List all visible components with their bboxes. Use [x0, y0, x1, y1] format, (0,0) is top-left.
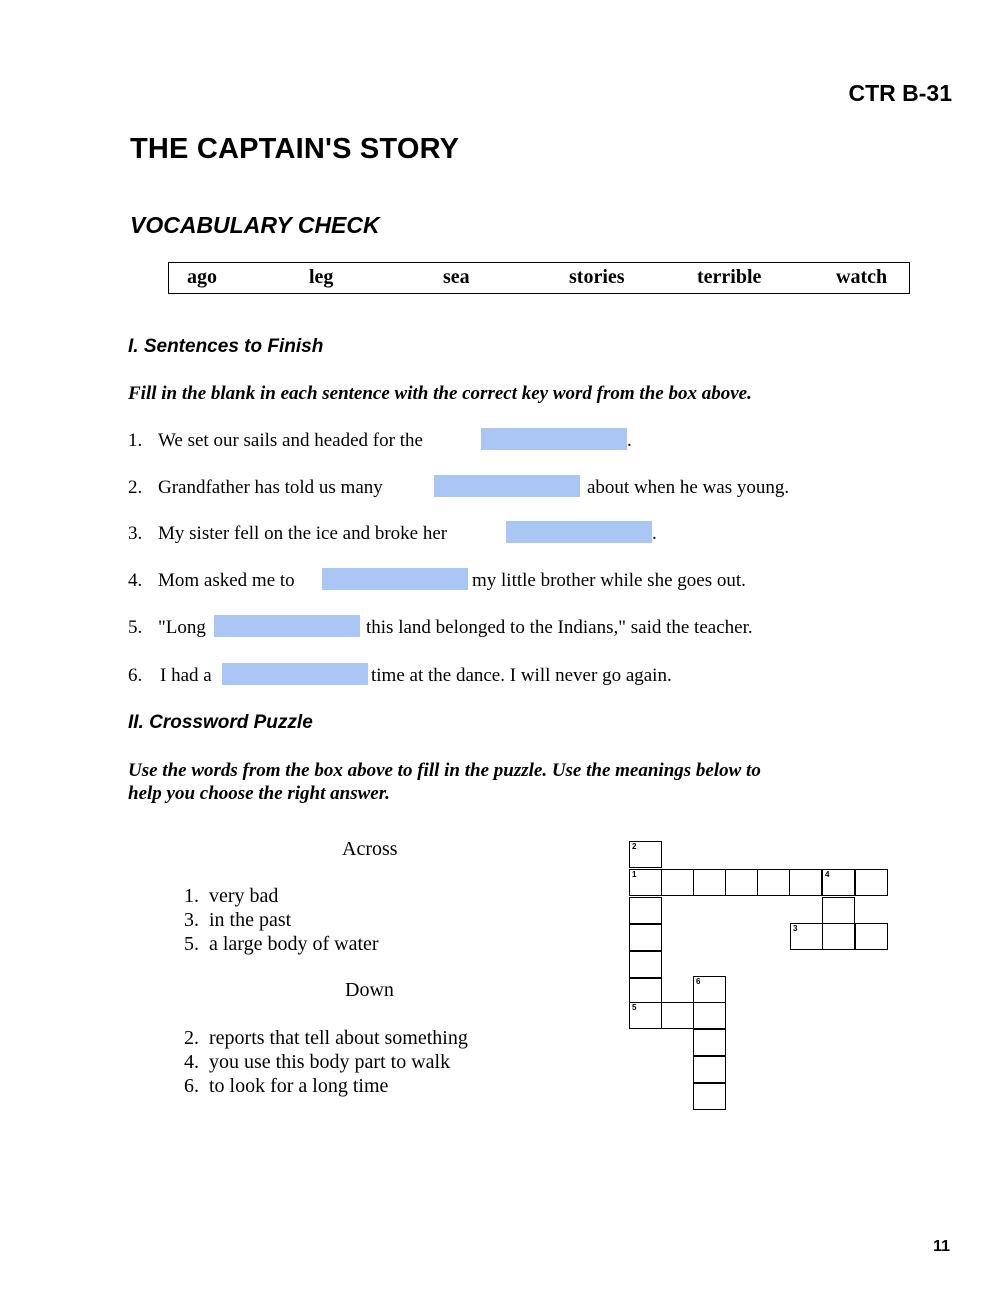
puzzle-cell[interactable]: 6 [693, 976, 726, 1003]
section2-instructions [128, 759, 761, 805]
sentence-number: 1. [128, 430, 143, 451]
crossword-puzzle [629, 841, 891, 1113]
puzzle-cell[interactable]: 2 [629, 841, 662, 868]
sentence-text-after: this land belonged to the Indians," said the teacher. [366, 617, 753, 638]
sentence-text-after: time at the dance. I will never go again. [371, 665, 672, 686]
clue-item: 2. reports that tell about something [184, 1027, 468, 1049]
sentence-number: 4. [128, 570, 143, 591]
clue-item: 4. you use this body part to walk [184, 1051, 451, 1073]
sentence-text-before: I had a [160, 665, 212, 686]
section1-instructions: Fill in the blank in each sentence with the correct key word from the box above. [128, 383, 752, 404]
sentence-text-after: . [627, 430, 632, 451]
sentence-text-after: . [652, 523, 657, 544]
vocab-word: watch [836, 266, 888, 288]
puzzle-cell[interactable] [855, 923, 888, 950]
sentence-number: 6. [128, 665, 143, 686]
puzzle-cell[interactable]: 4 [822, 869, 855, 896]
vocab-word: leg [309, 266, 334, 288]
clue-item: 3. in the past [184, 909, 292, 931]
puzzle-cell[interactable] [822, 923, 855, 950]
sentence-text-before: We set our sails and headed for the [158, 430, 423, 451]
puzzle-cell[interactable] [693, 1083, 726, 1110]
puzzle-cell[interactable]: 5 [629, 1002, 662, 1029]
page-number: 11 [933, 1238, 950, 1255]
puzzle-cell[interactable] [661, 1002, 694, 1029]
sentence-text-before: Mom asked me to [158, 570, 295, 591]
puzzle-cell[interactable] [661, 869, 694, 896]
puzzle-cell[interactable] [693, 869, 726, 896]
section2-heading: II. Crossword Puzzle [128, 712, 313, 733]
puzzle-cell[interactable] [855, 869, 888, 896]
puzzle-cell[interactable]: 1 [629, 869, 662, 896]
puzzle-cell[interactable] [629, 951, 662, 978]
puzzle-cell[interactable] [822, 897, 855, 924]
across-clues [184, 884, 379, 956]
sentence-number: 2. [128, 477, 143, 498]
down-heading: Down [345, 979, 394, 1001]
worksheet-code: CTR B-31 [848, 80, 952, 106]
vocab-word: stories [569, 266, 625, 288]
clue-item: 5. a large body of water [184, 933, 379, 955]
instructions-line: Use the words from the box above to fill in the puzzle. Use the meanings below to [128, 760, 761, 781]
puzzle-cell[interactable] [757, 869, 790, 896]
sentence-number: 5. [128, 617, 143, 638]
word-box [168, 262, 910, 294]
vocab-word: terrible [697, 266, 762, 288]
answer-blank[interactable] [222, 663, 368, 685]
answer-blank[interactable] [506, 521, 652, 543]
instructions-line: help you choose the right answer. [128, 783, 390, 804]
vocab-word: ago [187, 266, 217, 288]
puzzle-cell[interactable] [693, 1029, 726, 1056]
puzzle-cell[interactable] [693, 1002, 726, 1029]
puzzle-cell[interactable] [693, 1056, 726, 1083]
puzzle-cell[interactable] [789, 869, 822, 896]
answer-blank[interactable] [481, 428, 627, 450]
sentence-number: 3. [128, 523, 143, 544]
sentence-text-after: my little brother while she goes out. [472, 570, 746, 591]
answer-blank[interactable] [214, 615, 360, 637]
down-clues [184, 1026, 468, 1098]
sentence-text-before: Grandfather has told us many [158, 477, 383, 498]
puzzle-cell[interactable] [629, 924, 662, 951]
puzzle-cell[interactable] [629, 897, 662, 924]
puzzle-cell[interactable]: 3 [790, 923, 823, 950]
clue-item: 1. very bad [184, 885, 279, 907]
clue-item: 6. to look for a long time [184, 1075, 389, 1097]
section1-heading: I. Sentences to Finish [128, 336, 324, 357]
vocab-word: sea [443, 266, 470, 288]
answer-blank[interactable] [322, 568, 468, 590]
answer-blank[interactable] [434, 475, 580, 497]
puzzle-cell[interactable] [629, 978, 662, 1005]
vocabulary-heading: VOCABULARY CHECK [130, 212, 380, 238]
page-title: THE CAPTAIN'S STORY [130, 133, 460, 165]
sentence-text-after: about when he was young. [587, 477, 790, 498]
puzzle-cell[interactable] [725, 869, 758, 896]
across-heading: Across [342, 838, 398, 860]
sentence-text-before: "Long [158, 617, 206, 638]
sentence-text-before: My sister fell on the ice and broke her [158, 523, 448, 544]
